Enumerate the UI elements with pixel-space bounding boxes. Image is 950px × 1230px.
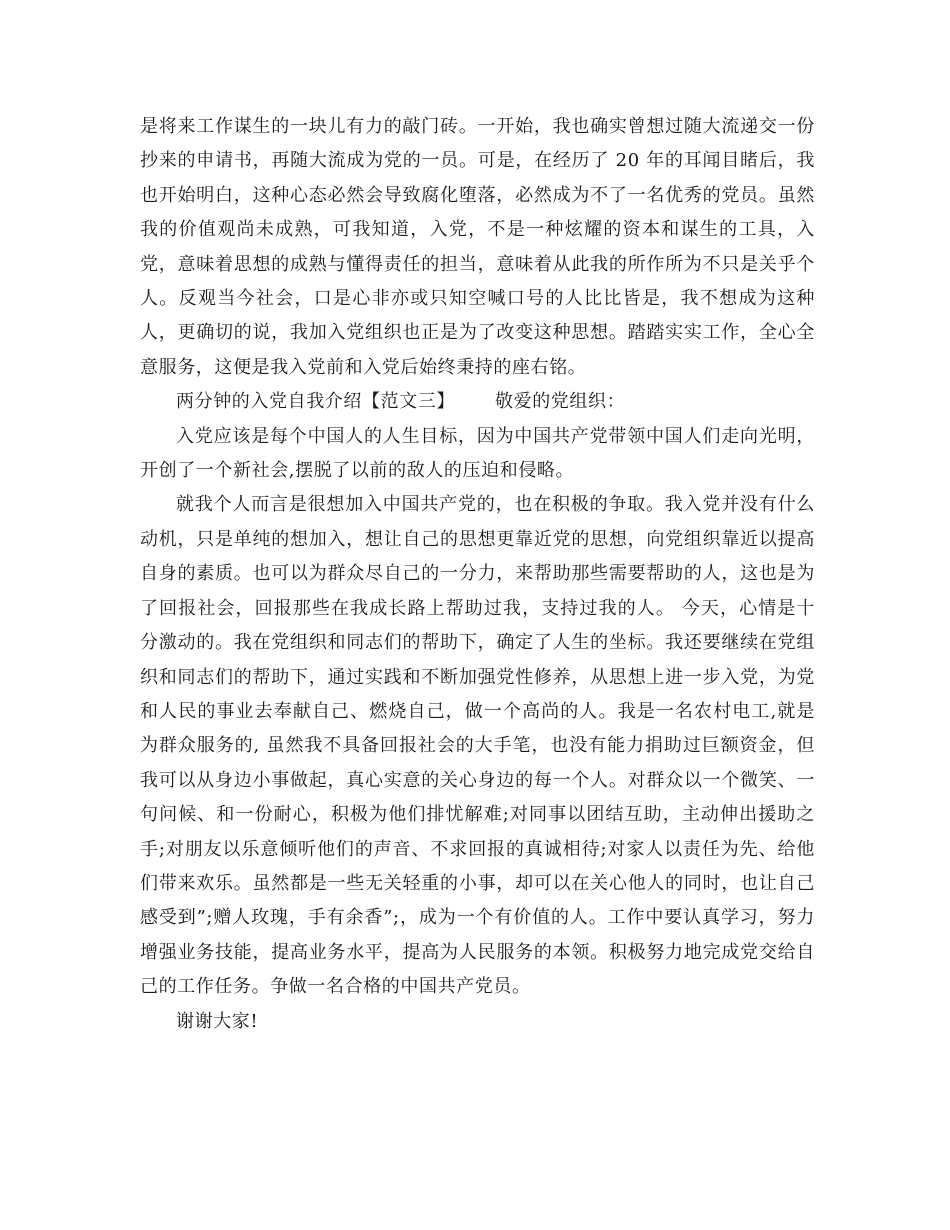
section-title: 两分钟的入党自我介绍【范文三】 bbox=[176, 391, 455, 413]
paragraph-continuation: 是将来工作谋生的一块儿有力的敲门砖。一开始，我也确实曾想过随大流递交一份抄来的申请书，再随大流成为党的一员。可是，在经历了 20 年的耳闻目睹后，我也开始明白，这种心态必然会导致腐化堕落，必然成为不了一名优秀的党员。虽然我的价值观尚未成熟，可我知道，入党，不是一种炫耀的资本和谋生的工具，入党，意味着思想的成熟与懂得责任的担当，意味着从此我的所作所为不只是关乎个人。反观当今社会，口是心非亦或只知空喊口号的人比比皆是，我不想成为这种人，更确切的说，我加入党组织也正是为了改变这种思想。踏踏实实工作，全心全意服务，这便是我入党前和入党后始终秉持的座右铭。 bbox=[140, 116, 815, 378]
paragraph-closing: 谢谢大家! bbox=[176, 1010, 259, 1032]
section-heading-line bbox=[140, 385, 815, 419]
paragraph-main: 就我个人而言是很想加入中国共产党的，也在积极的争取。我入党并没有什么动机，只是单纯的想加入，想让自己的思想更靠近党的思想，向党组织靠近以提高自身的素质。也可以为群众尽自己的一分力，来帮助那些需要帮助的人，这也是为了回报社会，回报那些在我成长路上帮助过我，支持过我的人。 今天，心情是十分激动的。我在党组织和同志们的帮助下，确定了人生的坐标。我还要继续在党组织和同志们的帮助下，通过实践和不断加强党性修养，从思想上进一步入党，为党和人民的事业去奉献自己、燃烧自己，做一个高尚的人。我是一名农村电工,就是为群众服务的, 虽然我不具备回报社会的大手笔，也没有能力捐助过巨额资金，但我可以从身边小事做起，真心实意的关心身边的每一个人。对群众以一个微笑、一句问候、和一份耐心，积极为他们排忧解难;对同事以团结互助，主动伸出援助之手;对朋友以乐意倾听他们的声音、不求回报的真诚相待;对家人以责任为先、给他们带来欢乐。虽然都是一些无关轻重的小事，却可以在关心他人的同时，也让自己感受到”;赠人玫瑰，手有余香”;，成为一个有价值的人。工作中要认真学习，努力增强业务技能，提高业务水平，提高为人民服务的本领。积极努力地完成党交给自己的工作任务。争做一名合格的中国共产党员。 bbox=[140, 494, 815, 998]
salutation: 敬爱的党组织： bbox=[495, 391, 626, 413]
paragraph-intro: 入党应该是每个中国人的人生目标，因为中国共产党带领中国人们走向光明，开创了一个新社会,摆脱了以前的敌人的压迫和侵略。 bbox=[140, 425, 815, 482]
document-body bbox=[140, 110, 815, 1039]
